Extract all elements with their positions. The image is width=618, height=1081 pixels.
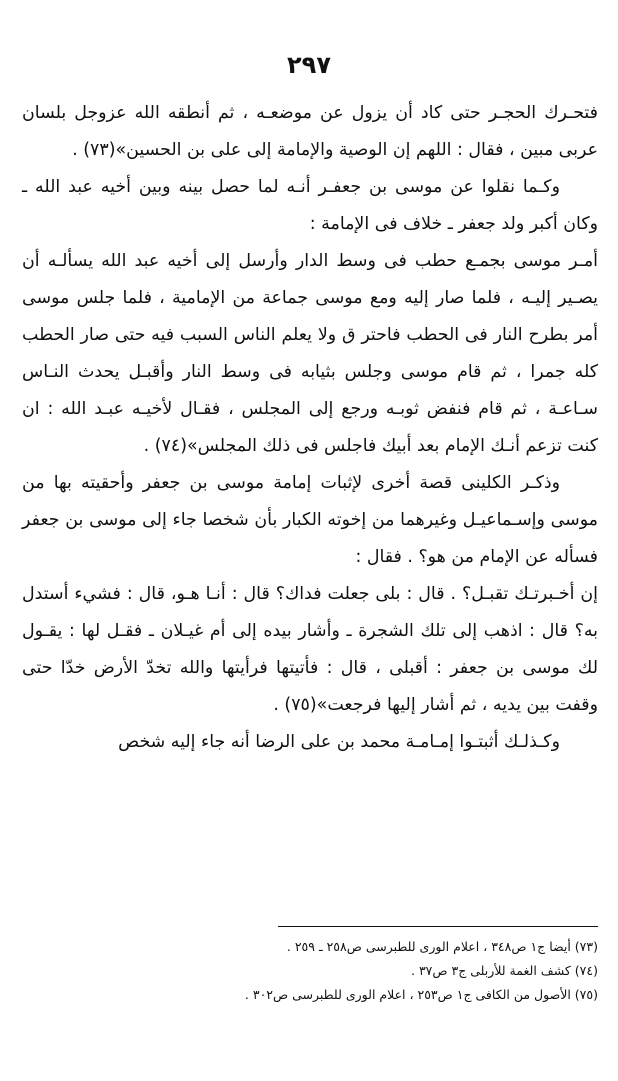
paragraph-3: أمـر موسى بجمـع حطب فى وسط الدار وأرسل إلى أخيه عبد الله يسألـه أن يصـير إليـه ، فلما صار إليه ومع موسى جماعة من الإمامية ، فلما جلس موسى أمر بطرح النار فى الحطب فاحتر ق ولا يعلم الناس السبب فيه حتى صار الحطب كله جمرا ، ثم قام موسى وجلس بثيابه فى وسط النار وأقبـل يحدث النـاس سـاعـة ، ثم قام فنفض ثوبـه ورجع إلى المجلس ، فقـال لأخيـه عبـد الله : ان كنت تزعم أنـك الإمام بعد أبيك فاجلس فى ذلك المجلس»(٧٤) . <box>22 251 598 456</box>
paragraph-1: فتحـرك الحجـر حتى كاد أن يزول عن موضعـه ، ثم أنطقه الله عزوجل بلسان عربى مبين ، فقال : اللهم إن الوصية والإمامة إلى على بن الحسين»(٧٣) . <box>22 103 598 160</box>
paragraph-5: إن أخـبرتـك تقبـل؟ . قال : بلى جعلت فداك؟ قال : أنـا هـو، قال : فشيء أستدل به؟ قال : اذهب إلى تلك الشجرة ـ وأشار بيده إلى أم غيـلان ـ فقـل لها : يقـول لك موسى بن جعفر : أقبلى ، قال : فأتيتها فرأيتها والله تخدّ الأرض خدّا حتى وقفت بين يديه ، ثم أشار إليها فرجعت»(٧٥) . <box>22 584 598 715</box>
paragraph-6: وكـذلـك أثبتـوا إمـامـة محمد بن على الرضا أنه جاء إليه شخص <box>118 732 560 752</box>
footnote-divider <box>278 926 598 927</box>
paragraph-2: وكـما نقلوا عن موسى بن جعفـر أنـه لما حصل بينه وبين أخيه عبد الله ـ وكان أكبر ولد جعفر ـ خلاف فى الإمامة : <box>22 177 598 234</box>
paragraph-4: وذكـر الكلينى قصة أخرى لإثبات إمامة موسى بن جعفر وأحقيته بها من موسى وإسـماعيـل وغيرهما من إخوته الكبار بأن شخصا جاء إلى موسى بن جعفر فسأله عن الإمام من هو؟ . فقال : <box>22 473 598 567</box>
footnote-73: (٧٣) أيضا ج١ ص٣٤٨ ، اعلام الورى للطبرسى ص٢٥٨ ـ ٢٥٩ . <box>286 939 598 954</box>
page-number: ٢٩٧ <box>287 51 331 79</box>
footnote-74: (٧٤) كشف الغمة للأربلى ج٣ ص٣٧ . <box>411 963 598 978</box>
footnotes <box>20 935 598 1007</box>
footnote-75: (٧٥) الأصول من الكافى ج١ ص٢٥٣ ، اعلام الورى للطبرسى ص٣٠٢ . <box>244 987 598 1002</box>
main-text <box>22 95 598 761</box>
